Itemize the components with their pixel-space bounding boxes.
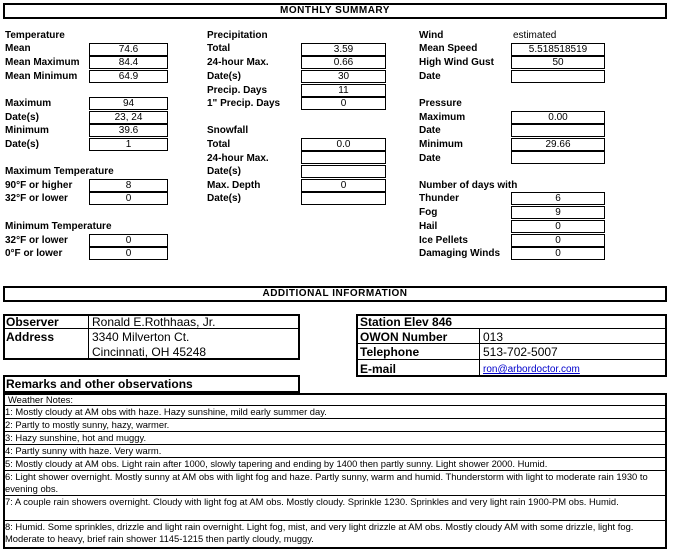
snowfall-header: Snowfall (207, 125, 249, 136)
remark-note: 7: A couple rain showers overnight. Cloudy with light fog at AM obs. Mostly cloudy. Sprinkle 1230. Sprinkles and very light rain 1900-PM obs. Humid. (3, 496, 666, 521)
precip-dates-label: Date(s) (207, 71, 241, 82)
max-temperature-header: Maximum Temperature (5, 166, 114, 177)
snow-depth-value: 0 (301, 179, 386, 192)
snow-max24-label: 24-hour Max. (207, 153, 269, 164)
temp-maximum-label: Maximum (5, 98, 52, 109)
remark-note: 1: Mostly cloudy at AM obs with haze. Hazy sunshine, mild early summer day. (3, 406, 666, 419)
temp-maximum-value: 94 (89, 97, 168, 110)
wind-date-value (511, 70, 605, 83)
min-le0-value: 0 (89, 247, 168, 260)
station-divider (479, 329, 480, 377)
station-elev-label: Station Elev 846 (360, 315, 453, 329)
wind-header: Wind (419, 30, 444, 41)
min-le32-label: 32°F or lower (5, 235, 68, 246)
precip-dates-value: 30 (301, 70, 386, 83)
pressure-header: Pressure (419, 98, 462, 109)
thunder-label: Thunder (419, 193, 459, 204)
snow-depth-dates-value (301, 192, 386, 205)
temp-min-dates-label: Date(s) (5, 139, 39, 150)
ice-pellets-label: Ice Pellets (419, 235, 468, 246)
remark-note: 4: Partly sunny with haze. Very warm. (3, 445, 666, 458)
damaging-winds-label: Damaging Winds (419, 248, 501, 259)
wind-mean-speed-value: 5.518518519 (511, 43, 605, 56)
temp-minimum-value: 39.6 (89, 124, 168, 137)
min-temperature-header: Minimum Temperature (5, 221, 112, 232)
snow-depth-label: Max. Depth (207, 180, 261, 191)
temp-mean-max-value: 84.4 (89, 56, 168, 69)
temp-mean-min-label: Mean Minimum (5, 71, 78, 82)
temp-minimum-label: Minimum (5, 125, 49, 136)
temp-max-dates-value: 23, 24 (89, 111, 168, 124)
precip-max24-value: 0.66 (301, 56, 386, 69)
telephone-value: 513-702-5007 (483, 345, 558, 359)
max-le32-label: 32°F or lower (5, 193, 68, 204)
hail-label: Hail (419, 221, 438, 232)
pressure-min-date-value (511, 151, 605, 164)
wind-estimated-note: estimated (513, 30, 557, 41)
additional-info-title: ADDITIONAL INFORMATION (3, 286, 667, 302)
precip-days-value: 11 (301, 84, 386, 97)
snow-depth-dates-label: Date(s) (207, 193, 241, 204)
temp-max-dates-label: Date(s) (5, 112, 39, 123)
weather-notes-heading: Weather Notes: (3, 394, 666, 406)
ice-pellets-value: 0 (511, 234, 605, 247)
precip-days-label: Precip. Days (207, 85, 268, 96)
precip-total-value: 3.59 (301, 43, 386, 56)
min-le32-value: 0 (89, 234, 168, 247)
max-ge90-value: 8 (89, 179, 168, 192)
remark-note: 6: Light shower overnight. Mostly sunny at AM obs with light fog and haze. Partly sunny, warm and humid. Thunderstorm with light to moderate rain 1930 to evening obs. (3, 471, 666, 496)
observer-divider (88, 314, 89, 360)
remark-note: 5: Mostly cloudy at AM obs. Light rain after 1000, slowly tapering and ending by 1400 then partly sunny. Light shower 2000. Humid. (3, 458, 666, 471)
thunder-value: 6 (511, 192, 605, 205)
address-label: Address (6, 330, 55, 344)
temp-mean-min-value: 64.9 (89, 70, 168, 83)
wind-mean-speed-label: Mean Speed (419, 43, 478, 54)
snow-max24-value (301, 151, 386, 164)
snow-total-label: Total (207, 139, 231, 150)
snow-total-value: 0.0 (301, 138, 386, 151)
pressure-max-label: Maximum (419, 112, 466, 123)
remark-note: 8: Humid. Some sprinkles, drizzle and light rain overnight. Light fog, mist, and very light drizzle at AM obs. Mostly cloudy AM with some drizzle, light fog. Moderate to heavy, brief rain shower 1145-1215 then partly cloudy, muggy. (5, 521, 634, 544)
observer-name: Ronald E.Rothhaas, Jr. (92, 315, 216, 329)
snow-dates-value (301, 165, 386, 178)
telephone-label: Telephone (360, 345, 420, 359)
precipitation-header: Precipitation (207, 30, 268, 41)
precip-max24-label: 24-hour Max. (207, 57, 269, 68)
fog-value: 9 (511, 206, 605, 219)
pressure-max-date-value (511, 124, 605, 137)
email-link[interactable]: ron@arbordoctor.com (483, 364, 580, 375)
temp-mean-max-label: Mean Maximum (5, 57, 80, 68)
pressure-min-date-label: Date (419, 153, 441, 164)
pressure-min-value: 29.66 (511, 138, 605, 151)
temperature-header: Temperature (5, 30, 65, 41)
pressure-min-label: Minimum (419, 139, 463, 150)
max-ge90-label: 90°F or higher (5, 180, 73, 191)
email-label: E-mail (360, 362, 397, 376)
monthly-summary-title: MONTHLY SUMMARY (3, 3, 667, 19)
pressure-max-date-label: Date (419, 125, 441, 136)
wind-gust-value: 50 (511, 56, 605, 69)
precip-inch-days-label: 1" Precip. Days (207, 98, 281, 109)
temp-mean-value: 74.6 (89, 43, 168, 56)
max-le32-value: 0 (89, 192, 168, 205)
fog-label: Fog (419, 207, 438, 218)
damaging-winds-value: 0 (511, 247, 605, 260)
precip-inch-days-value: 0 (301, 97, 386, 110)
temp-min-dates-value: 1 (89, 138, 168, 151)
days-with-header: Number of days with (419, 180, 518, 191)
hail-value: 0 (511, 220, 605, 233)
remark-note: 2: Partly to mostly sunny, hazy, warmer. (3, 419, 666, 432)
snow-dates-label: Date(s) (207, 166, 241, 177)
remark-note: 3: Hazy sunshine, hot and muggy. (3, 432, 666, 445)
min-le0-label: 0°F or lower (5, 248, 63, 259)
address-line2: Cincinnati, OH 45248 (92, 345, 207, 359)
temp-mean-label: Mean (5, 43, 31, 54)
address-line1: 3340 Milverton Ct. (92, 330, 190, 344)
remarks-title: Remarks and other observations (6, 377, 193, 391)
owon-number-label: OWON Number (360, 330, 448, 344)
station-row-line-3 (356, 359, 667, 360)
wind-date-label: Date (419, 71, 441, 82)
observer-label: Observer (6, 315, 59, 329)
owon-number-value: 013 (483, 330, 504, 344)
wind-gust-label: High Wind Gust (419, 57, 494, 68)
pressure-max-value: 0.00 (511, 111, 605, 124)
precip-total-label: Total (207, 43, 231, 54)
